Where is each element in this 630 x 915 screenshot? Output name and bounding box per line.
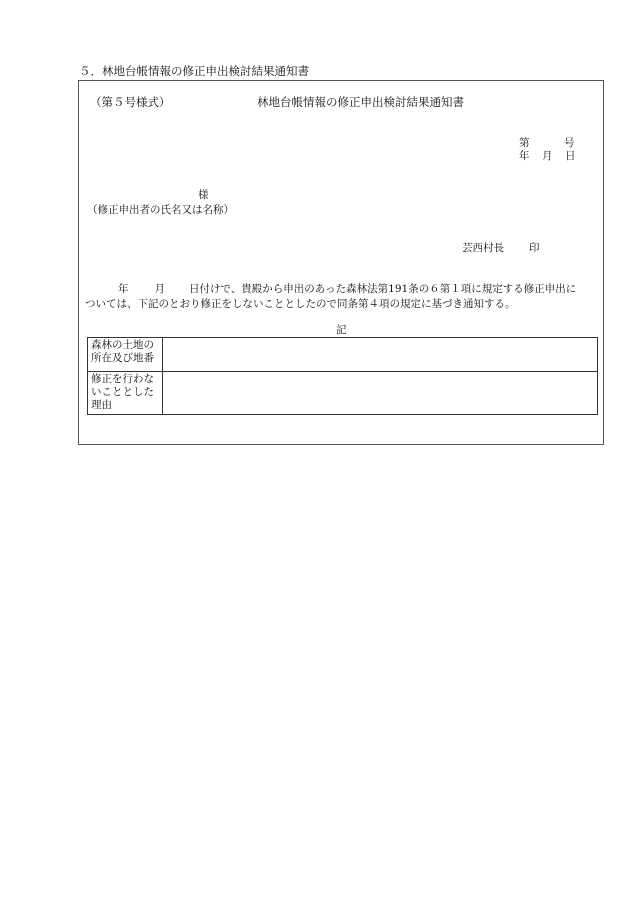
date-year-label: 年 <box>519 150 530 162</box>
table-row-label: 修正を行わないこととした理由 <box>88 372 163 415</box>
table-row <box>88 372 598 415</box>
record-mark: 記 <box>336 324 347 336</box>
document-number-prefix: 第 <box>519 137 530 149</box>
notice-body <box>85 282 597 312</box>
addressee-honorific: 様 <box>198 189 209 201</box>
table-row <box>88 338 598 372</box>
issuer-name: 芸西村長 <box>462 242 504 254</box>
notice-body-line-1 <box>85 282 597 297</box>
date-month-label: 月 <box>542 150 553 162</box>
table-row-value <box>163 338 598 372</box>
body-line-1-text: 日付けで、貴殿から申出のあった森林法第191条の６第１項に規定する修正申出に <box>189 283 577 295</box>
form-number: （第５号様式） <box>90 95 171 109</box>
date-day-label: 日 <box>565 150 576 162</box>
section-heading: ５．林地台帳情報の修正申出検討結果通知書 <box>79 64 309 78</box>
record-table <box>87 337 598 415</box>
body-month-unit: 月 <box>154 283 165 295</box>
document-number-suffix: 号 <box>564 137 575 149</box>
document-title: 林地台帳情報の修正申出検討結果通知書 <box>257 95 464 109</box>
addressee-note: （修正申出者の氏名又は名称） <box>87 204 234 216</box>
issuer-seal-mark: 印 <box>529 242 540 254</box>
table-row-value <box>163 372 598 415</box>
notice-body-line-2: ついては、下記のとおり修正をしないこととしたので同条第４項の規定に基づき通知する。 <box>85 298 516 310</box>
table-row-label: 森林の土地の所在及び地番 <box>88 338 163 372</box>
body-year-unit: 年 <box>118 283 129 295</box>
